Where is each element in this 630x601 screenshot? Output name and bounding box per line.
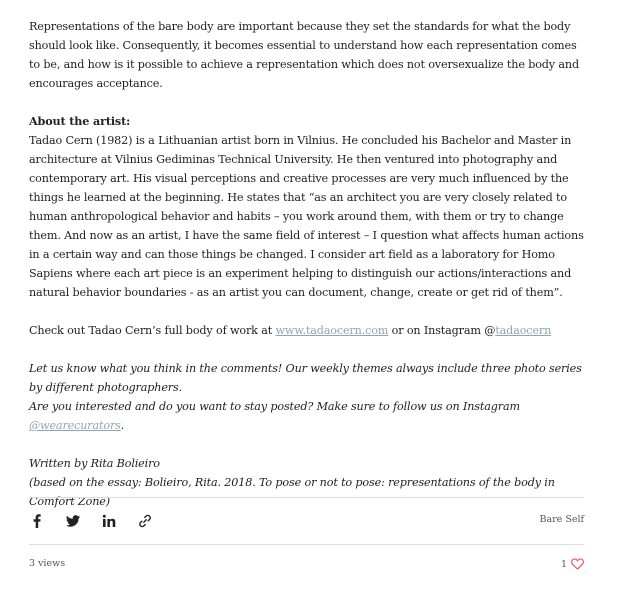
post-body bbox=[29, 17, 585, 511]
follow-paragraph bbox=[29, 397, 585, 435]
wearecurators-link[interactable]: @wearecurators bbox=[29, 419, 121, 432]
follow-suffix: . bbox=[120, 419, 125, 432]
linkedin-icon[interactable] bbox=[101, 513, 117, 529]
link-icon[interactable] bbox=[137, 513, 153, 529]
follow-prefix: Are you interested and do you want to stay posted? Make sure to follow us on Instagram bbox=[29, 400, 520, 413]
intro-paragraph: Representations of the bare body are important because they set the standards for what the body should look like. Consequently, it becomes essential to understand how each representation comes to be, and how is it possible to achieve a representation which does not oversexualize the body and encourages acceptance. bbox=[29, 20, 579, 90]
checkout-middle: or on Instagram @ bbox=[388, 324, 496, 337]
view-count: 3 views bbox=[29, 558, 66, 569]
share-bar bbox=[29, 497, 584, 545]
about-paragraph: Tadao Cern (1982) is a Lithuanian artist born in Vilnius. He concluded his Bachelor and Master in architecture at Vilnius Gediminas Technical University. He then ventured into photography and contemporary art. His visual perceptions and creative processes are very much influenced by the things he learned at the beginning. He states that “as an architect you are very closely related to human anthropological behavior and habits – you work around them, with them or try to change them. And now as an artist, I have the same field of interest – I question what affects human actions in a certain way and can those things be changed. I consider art field as a laboratory for Homo Sapiens where each art piece is an experiment helping to distinguish our actions/interactions and natural behavior boundaries - as an artist you can document, change, create or get rid of them”. bbox=[29, 134, 584, 299]
written-by: Written by Rita Bolieiro bbox=[29, 457, 160, 470]
based-on: (based on the essay: Bolieiro, Rita. 2018. To pose or not to pose: representations of the body in Comfort Zone) bbox=[29, 476, 555, 508]
post-footer bbox=[29, 556, 584, 574]
like-button[interactable] bbox=[561, 558, 584, 570]
checkout-paragraph bbox=[29, 321, 585, 340]
about-heading: About the artist: bbox=[29, 114, 131, 128]
instagram-link[interactable]: tadaocern bbox=[495, 324, 552, 337]
website-link[interactable]: www.tadaocern.com bbox=[275, 324, 389, 337]
comments-paragraph: Let us know what you think in the comments! Our weekly themes always include three photo series by different photographers. bbox=[29, 362, 582, 394]
facebook-icon[interactable] bbox=[29, 513, 45, 529]
like-count: 1 bbox=[560, 558, 567, 570]
checkout-prefix: Check out Tadao Cern’s full body of work at bbox=[29, 324, 276, 337]
heart-icon[interactable] bbox=[571, 558, 584, 570]
twitter-icon[interactable] bbox=[65, 513, 81, 529]
category-tag[interactable]: Bare Self bbox=[539, 514, 584, 525]
